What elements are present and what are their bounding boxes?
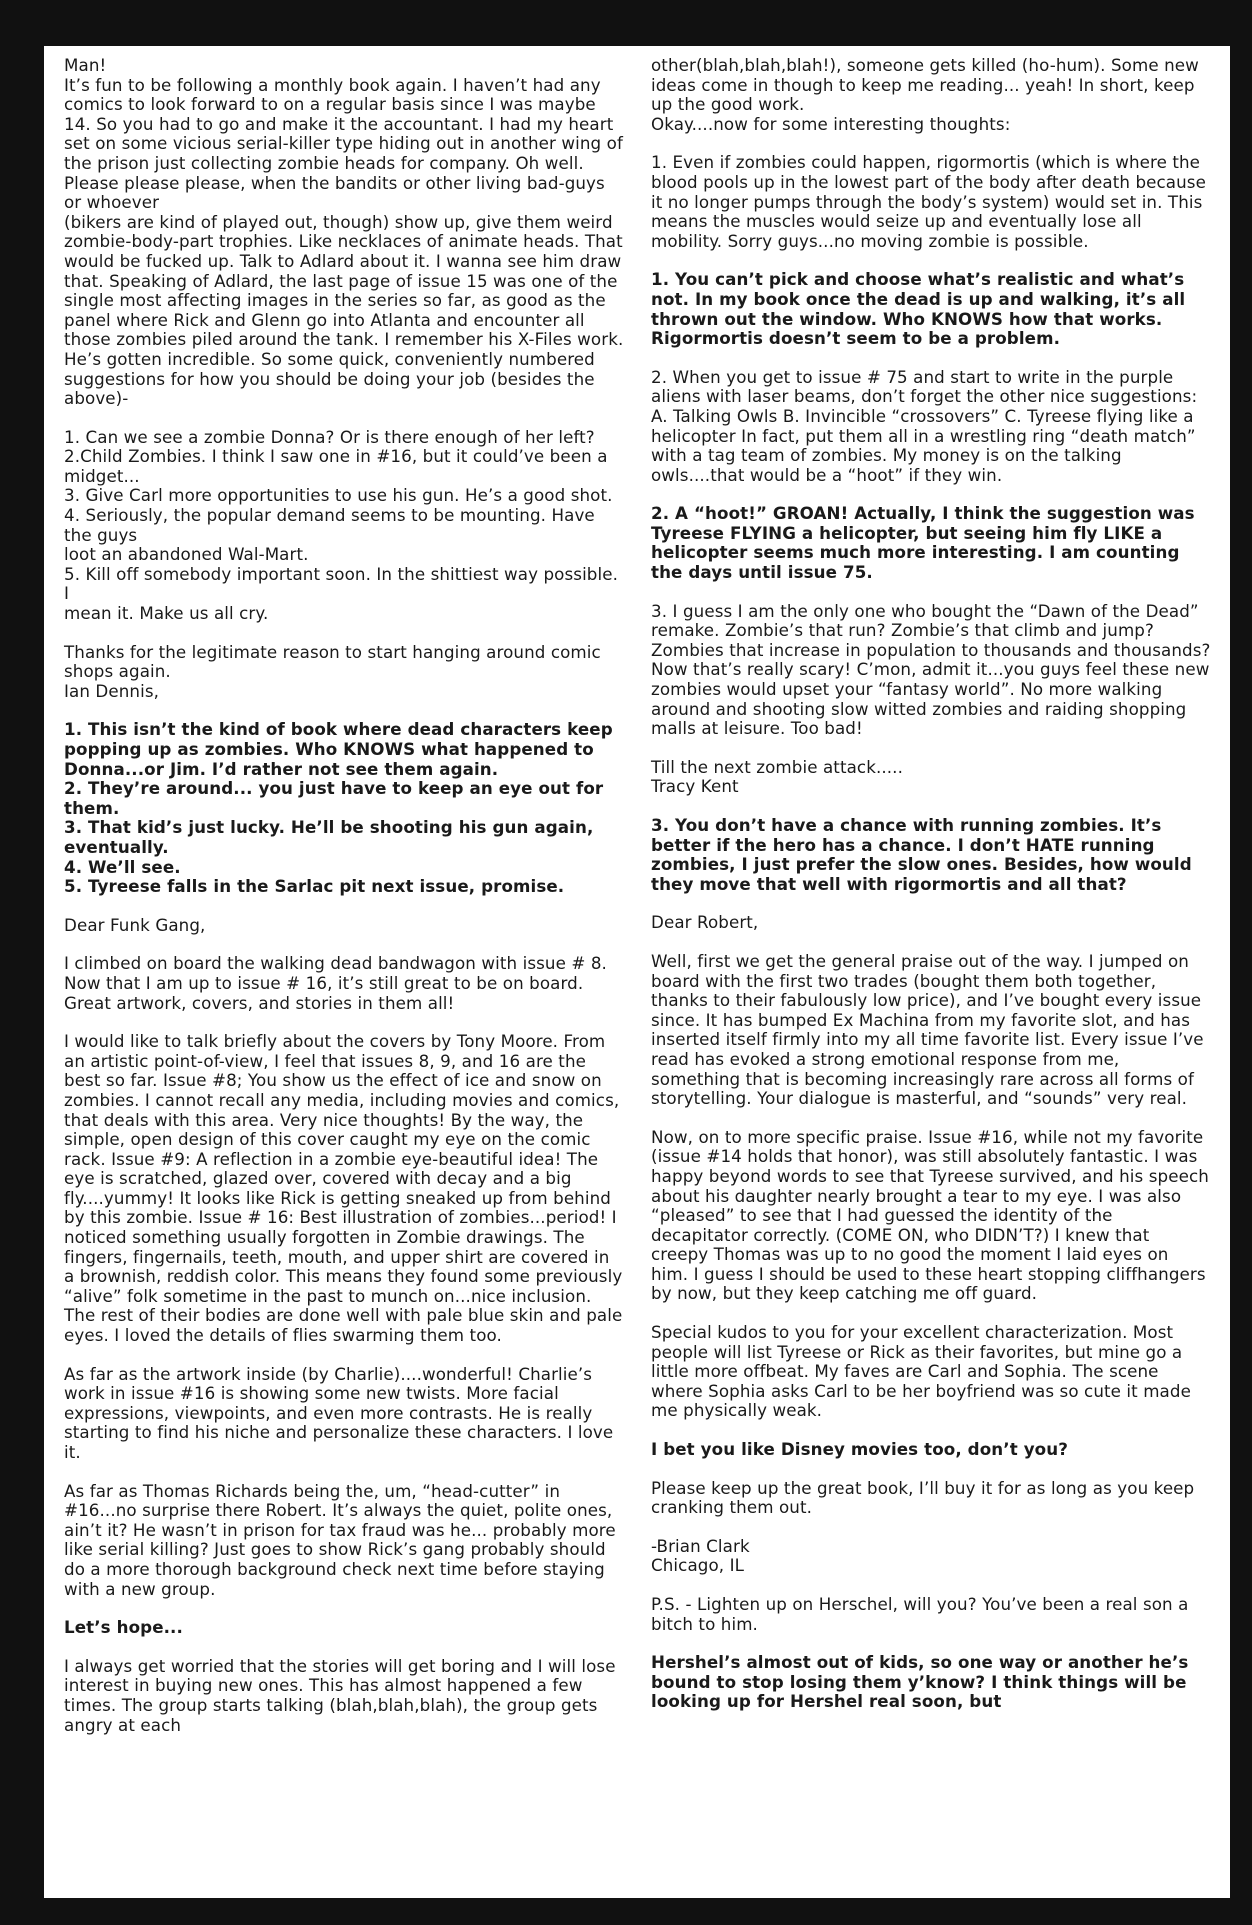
editor-reply: 1. This isn’t the kind of book where dead characters keep popping up as zombies. Who KNOWS what happened to Donna...or Jim. I’d rather not see them again. 2. They’re around... you just have to keep an eye out for them. 3. That kid’s just lucky. He’ll be shooting his gun again, eventually. 4. We’ll see. 5. Tyreese falls in the Sarlac pit next issue, promise.: [64, 719, 613, 897]
letter-paragraph: Thanks for the legitimate reason to start hanging around comic shops again. Ian Dennis,: [64, 641, 601, 701]
letter-paragraph: 1. Can we see a zombie Donna? Or is there enough of her left? 2.Child Zombies. I think I saw one in #16, but it could’ve been a midget... 3. Give Carl more opportunities to use his gun. He’s a good shot. 4. Seriously, the popular demand seems to be mounting. Have the guys loot an abandoned Wal-Mart. 5. Kill off somebody important soon. In the shittiest way possible. I mean it. Make us all cry.: [64, 426, 619, 624]
letter-paragraph: P.S. - Lighten up on Herschel, will you? You’ve been a real son a bitch to him.: [651, 1594, 1189, 1634]
letter-paragraph: 2. When you get to issue # 75 and start to write in the purple aliens with laser beams, don’t forget the other nice suggestions: A. Talking Owls B. Invincible “crossovers” C. Tyreese flying like a helicopter In fact, put them all in a wrestling ring “death match” with a tag team of zombies. My money is on the talking owls....that would be a “hoot” if they win.: [651, 366, 1198, 485]
letter-paragraph: I would like to talk briefly about the covers by Tony Moore. From an artistic point-of-view, I feel that issues 8, 9, and 16 are the best so far. Issue #8; You show us the effect of ice and snow on zombies. I cannot recall any media, including movies and comics, that deals with this area. Very nice thoughts! By the way, the simple, open design of this cover caught my eye on the comic rack. Issue #9: A reflection in a zombie eye-beautiful idea! The eye is scratched, glazed over, covered with decay and a big fly....yummy! It looks like Rick is getting sneaked up from behind by this zombie. Issue # 16: Best illustration of zombies...period! I noticed something usually forgotten in Zombie drawings. The fingers, fingernails, teeth, mouth, and upper shirt are covered in a brownish, reddish color. This means they found some previously “alive” folk sometime in the past to munch on...nice inclusion. The rest of their bodies are done well with pale blue skin and pale eyes. I loved the details of flies swarming them too.: [64, 1031, 623, 1346]
editor-reply: I bet you like Disney movies too, don’t you?: [651, 1439, 1068, 1460]
editor-reply: 2. A “hoot!” GROAN! Actually, I think the suggestion was Tyreese FLYING a helicopter, but seeing him fly LIKE a helicopter seems much more interesting. I am counting the days until issue 75.: [651, 503, 1195, 583]
letter-paragraph: Dear Funk Gang,: [64, 914, 206, 935]
letter-paragraph: 1. Even if zombies could happen, rigormortis (which is where the blood pools up in the lowest part of the body after death because it no longer pumps through the body’s system) would set in. This means the muscles would seize up and eventually lose all mobility. Sorry guys...no moving zombie is possible.: [651, 152, 1206, 251]
letter-paragraph: Please keep up the great book, I’ll buy it for as long as you keep cranking them out.: [651, 1477, 1195, 1518]
letter-paragraph: As far as Thomas Richards being the, um, “head-cutter” in #16...no surprise there Robert. It’s always the quiet, polite ones, ain’t it? He wasn’t in prison for tax fraud was he... probably more like serial killing? Just goes to show Rick’s gang probably should do a more thorough background check next time before staying with a new group.: [64, 1480, 616, 1599]
letter-paragraph: Till the next zombie attack..... Tracy Kent: [651, 756, 903, 797]
letter-paragraph: Dear Robert,: [651, 912, 759, 933]
right-column: [651, 56, 1211, 1731]
editor-reply: 3. You don’t have a chance with running zombies. It’s better if the hero has a chance. I don’t HATE running zombies, I just prefer the slow ones. Besides, how would they move that well with rigormortis and all that?: [651, 815, 1192, 894]
editor-reply: Hershel’s almost out of kids, so one way or another he’s bound to stop losing them y’know? I think things will be looking up for Hershel real soon, but: [651, 1652, 1189, 1712]
letter-paragraph: Special kudos to you for your excellent characterization. Most people will list Tyreese or Rick as their favorites, but mine go a little more offbeat. My faves are Carl and Sophia. The scene where Sophia asks Carl to be her boyfriend was so cute it made me physically weak.: [651, 1322, 1191, 1421]
letter-paragraph: other(blah,blah,blah!), someone gets killed (ho-hum). Some new ideas come in though to keep me reading... yeah! In short, keep up the good work. Okay....now for some interesting thoughts:: [651, 55, 1199, 134]
editor-reply: Let’s hope...: [64, 1617, 183, 1638]
letter-paragraph: 3. I guess I am the only one who bought the “Dawn of the Dead” remake. Zombie’s that run? Zombie’s that climb and jump? Zombies that increase in population to thousands and thousands? Now that’s really scary! C’mon, admit it...you guys feel these new zombies would upset your “fantasy world”. No more walking around and shooting slow witted zombies and raiding shopping malls at leisure. Too bad!: [651, 600, 1211, 739]
left-column: [64, 56, 624, 1754]
letter-paragraph: I always get worried that the stories will get boring and I will lose interest in buying new ones. This has almost happened a few times. The group starts talking (blah,blah,blah), the group gets angry at each: [64, 1655, 616, 1735]
letter-paragraph: As far as the artwork inside (by Charlie)....wonderful! Charlie’s work in issue #16 is showing some new twists. More facial expressions, viewpoints, and even more contrasts. He is really starting to find his niche and personalize these characters. I love it.: [64, 1363, 614, 1462]
letter-paragraph: Well, first we get the general praise out of the way. I jumped on board with the first two trades (bought them both together, thanks to their fabulously low price), and I’ve bought every issue since. It has bumped Ex Machina from my favorite slot, and has inserted itself firmly into my all time favorite list. Every issue I’ve read has evoked a strong emotional response from me, something that is becoming increasingly rare across all forms of storytelling. Your dialogue is masterful, and “sounds” very real.: [651, 950, 1204, 1109]
letter-paragraph: -Brian Clark Chicago, IL: [651, 1535, 750, 1576]
letters-page: [44, 46, 1230, 1898]
letter-paragraph: Now, on to more specific praise. Issue #16, while not my favorite (issue #14 holds that honor), was still absolutely fantastic. I was happy beyond words to see that Tyreese survived, and his speech about his daughter nearly brought a tear to my eye. I was also “pleased” to see that I had guessed the identity of the decapitator correctly. (COME ON, who DIDN’T?) I knew that creepy Thomas was up to no good the moment I laid eyes on him. I guess I should be used to these heart stopping cliffhangers by now, but they keep catching me off guard.: [651, 1126, 1209, 1304]
letter-paragraph: Man! It’s fun to be following a monthly book again. I haven’t had any comics to look forward to on a regular basis since I was maybe 14. So you had to go and make it the accountant. I had my heart set on some vicious serial-killer type hiding out in another wing of the prison just collecting zombie heads for company. Oh well. Please please please, when the bandits or other living bad-guys or whoever (bikers are kind of played out, though) show up, give them weird zombie-body-part trophies. Like necklaces of animate heads. That would be fucked up. Talk to Adlard about it. I wanna see him draw that. Speaking of Adlard, the last page of issue 15 was one of the single most affecting images in the series so far, as good as the panel where Rick and Glenn go into Atlanta and encounter all those zombies piled around the tank. I remember his X-Files work. He’s gotten incredible. So some quick, conveniently numbered suggestions for how you should be doing your job (besides the above)-: [64, 55, 624, 409]
editor-reply: 1. You can’t pick and choose what’s realistic and what’s not. In my book once the dead is up and walking, it’s all thrown out the window. Who KNOWS how that works. Rigormortis doesn’t seem to be a problem.: [651, 269, 1186, 349]
letter-paragraph: I climbed on board the walking dead bandwagon with issue # 8. Now that I am up to issue # 16, it’s still great to be on board. Great artwork, covers, and stories in them all!: [64, 953, 607, 1013]
